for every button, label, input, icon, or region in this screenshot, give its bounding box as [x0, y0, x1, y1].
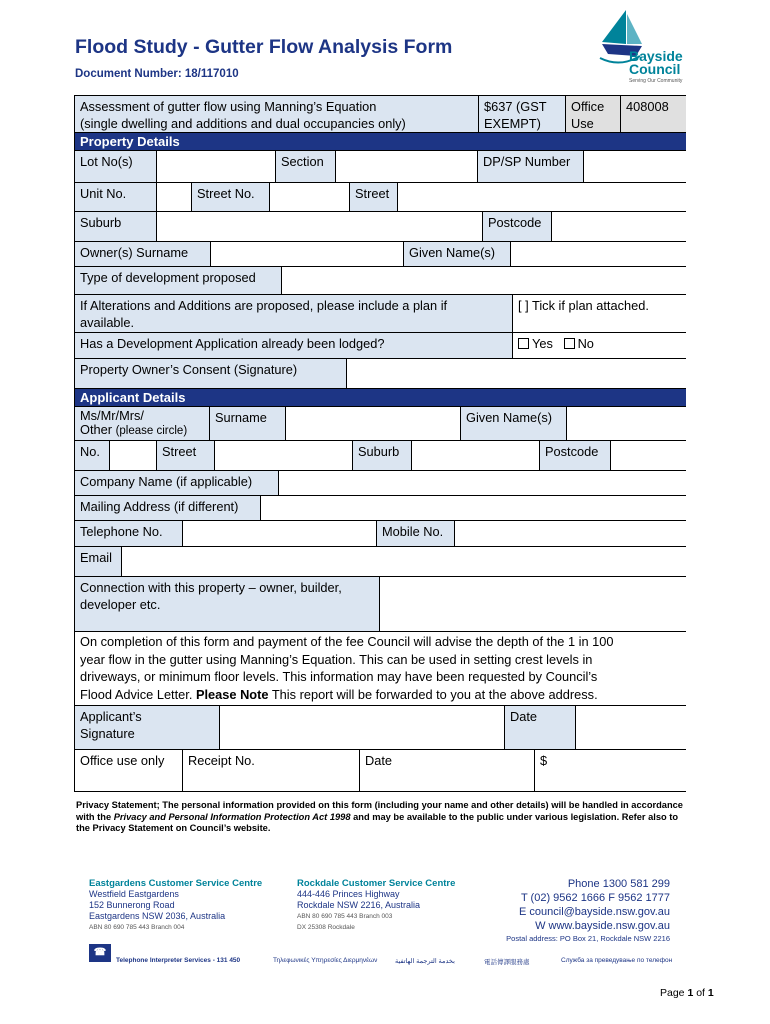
- application-form: [74, 95, 686, 792]
- office-use-label: [566, 96, 621, 133]
- eastgardens-centre: [89, 878, 289, 933]
- section-label: Section: [276, 151, 336, 183]
- mobile-label: Mobile No.: [377, 521, 455, 547]
- rockdale-line-1: 444-446 Princes Highway: [297, 889, 400, 899]
- street-no-input[interactable]: [270, 183, 350, 212]
- please-note: Please Note: [195, 686, 269, 702]
- completion-notice: [75, 632, 686, 706]
- signature-line-1: Applicant’s: [80, 709, 142, 724]
- rockdale-title: Rockdale Customer Service Centre: [297, 878, 456, 889]
- contact-details: [460, 877, 670, 933]
- alterations-note: [75, 295, 513, 333]
- applicant-surname-input[interactable]: [286, 407, 461, 441]
- interpreter-chinese: 電話傳譯服務處: [484, 959, 530, 966]
- street-no-label: Street No.: [192, 183, 270, 212]
- rockdale-abn: ABN 80 690 785 443 Branch 003: [297, 913, 393, 920]
- email-label: Email: [75, 547, 122, 577]
- suburb-input[interactable]: [157, 212, 483, 242]
- logo-tagline: Serving Our Community: [629, 78, 683, 84]
- mailing-address-label: Mailing Address (if different): [75, 496, 261, 521]
- applicant-given-names-input[interactable]: [567, 407, 686, 441]
- completion-line-4: [80, 686, 681, 704]
- title-line-1: Ms/Mr/Mrs/: [80, 408, 144, 423]
- applicant-postcode-input[interactable]: [611, 441, 686, 471]
- postcode-input[interactable]: [552, 212, 686, 242]
- interpreter-macedonian: Служба за преведување по телефон: [561, 957, 673, 964]
- owner-given-names-input[interactable]: [511, 242, 686, 267]
- eastgardens-line-1: Westfield Eastgardens: [89, 889, 179, 899]
- unit-input[interactable]: [157, 183, 192, 212]
- privacy-act-name: Privacy and Personal Information Protection Act 1998: [113, 811, 351, 822]
- applicant-given-names-label: Given Name(s): [461, 407, 567, 441]
- owner-consent-signature[interactable]: [347, 359, 686, 389]
- no-checkbox[interactable]: [564, 338, 575, 349]
- company-input[interactable]: [279, 471, 686, 496]
- owner-consent-label: Property Owner’s Consent (Signature): [75, 359, 347, 389]
- owner-surname-label: Owner(s) Surname: [75, 242, 211, 267]
- yes-label: Yes: [532, 336, 553, 351]
- logo-text-council: Council: [629, 61, 681, 77]
- interpreter-greek: Τηλεφωνικές Υπηρεσίες Διερμηνέων: [273, 957, 378, 964]
- phone-number: Phone 1300 581 299: [567, 878, 670, 890]
- applicant-signature-input[interactable]: [220, 706, 505, 750]
- da-lodged-label: Has a Development Application already been lodged?: [75, 333, 513, 359]
- applicant-postcode-label: Postcode: [540, 441, 611, 471]
- applicant-street-label: Street: [157, 441, 215, 471]
- interpreter-services: Telephone Interpreter Services - 131 450: [116, 957, 241, 964]
- completion-line-3: driveways, or minimum floor levels. This information may have been requested by Council’s: [80, 669, 598, 684]
- signature-line-2: Signature: [80, 726, 135, 741]
- dpsp-label: DP/SP Number: [478, 151, 584, 183]
- section-input[interactable]: [336, 151, 478, 183]
- page-title: Flood Study - Gutter Flow Analysis Form: [75, 36, 453, 58]
- mobile-input[interactable]: [455, 521, 686, 547]
- logo-text-bayside: Bayside: [629, 48, 683, 64]
- document-number: Document Number: 18/117010: [75, 68, 239, 80]
- page-total: 1: [707, 987, 714, 999]
- page-of: of: [693, 987, 708, 999]
- office-code: 408008: [621, 96, 686, 133]
- fee-line-1: $637 (GST: [484, 99, 547, 114]
- street-label: Street: [350, 183, 398, 212]
- page-number: [660, 987, 714, 999]
- office-use-only-label: Office use only: [75, 750, 183, 791]
- privacy-statement: [76, 800, 688, 835]
- da-lodged-options: [513, 333, 686, 359]
- rockdale-line-2: Rockdale NSW 2216, Australia: [297, 900, 421, 910]
- connection-line-1: Connection with this property – owner, builder,: [80, 580, 342, 595]
- office-line-1: Office: [571, 99, 605, 114]
- form-intro: [75, 96, 479, 133]
- dev-type-label: Type of development proposed: [75, 267, 282, 295]
- owner-surname-input[interactable]: [211, 242, 404, 267]
- lot-input[interactable]: [157, 151, 276, 183]
- applicant-street-input[interactable]: [215, 441, 353, 471]
- completion-line-4c: This report will be forwarded to you at the above address.: [268, 686, 598, 702]
- title-label: [75, 407, 210, 441]
- unit-label: Unit No.: [75, 183, 157, 212]
- applicant-surname-label: Surname: [210, 407, 286, 441]
- completion-line-1: On completion of this form and payment of the fee Council will advise the depth of the 1 in 100: [80, 634, 614, 649]
- privacy-part-2: and may be available to the public under various legislation. Refer also to the Privacy Statement on Council’s website.: [76, 811, 679, 833]
- mailing-address-input[interactable]: [261, 496, 686, 521]
- title-other: Other: [80, 422, 113, 437]
- page-label: Page: [660, 987, 688, 999]
- lot-label: Lot No(s): [75, 151, 157, 183]
- intro-line-1: Assessment of gutter flow using Manning’s Equation: [80, 99, 377, 114]
- office-date-field[interactable]: Date: [360, 750, 535, 791]
- eastgardens-abn: ABN 80 690 785 443 Branch 004: [89, 924, 185, 931]
- council-email[interactable]: E council@bayside.nsw.gov.au: [519, 906, 670, 918]
- interpreter-arabic: بخدمة الترجمة الهاتفية: [395, 958, 455, 965]
- dev-type-input[interactable]: [282, 267, 686, 295]
- alterations-line-2: available.: [80, 315, 135, 330]
- telephone-input[interactable]: [183, 521, 377, 547]
- suburb-label: Suburb: [75, 212, 157, 242]
- telephone-label: Telephone No.: [75, 521, 183, 547]
- applicant-suburb-label: Suburb: [353, 441, 412, 471]
- connection-input[interactable]: [380, 577, 686, 632]
- applicant-suburb-input[interactable]: [412, 441, 540, 471]
- rockdale-dx: DX 25308 Rockdale: [297, 924, 355, 931]
- council-website[interactable]: W www.bayside.nsw.gov.au: [535, 920, 670, 932]
- applicant-no-input[interactable]: [110, 441, 157, 471]
- applicant-details-header: Applicant Details: [75, 389, 686, 407]
- fee-amount: [479, 96, 566, 133]
- title-circle-hint: (please circle): [115, 425, 188, 437]
- completion-line-4a: Flood Advice Letter.: [80, 686, 196, 702]
- eastgardens-title: Eastgardens Customer Service Centre: [89, 878, 263, 889]
- page-current: 1: [687, 987, 694, 999]
- yes-checkbox[interactable]: [518, 338, 529, 349]
- connection-line-2: developer etc.: [80, 597, 161, 612]
- tel-fax: T (02) 9562 1666 F 9562 1777: [520, 892, 670, 904]
- dpsp-input[interactable]: [584, 151, 686, 183]
- no-label: No: [577, 336, 594, 351]
- privacy-part-1: Privacy Statement; The personal information provided on this form (including your name and other details) will be handled in accordance with the: [76, 800, 683, 822]
- fee-line-2: EXEMPT): [484, 116, 541, 131]
- receipt-no-field[interactable]: Receipt No.: [183, 750, 360, 791]
- applicant-no-label: No.: [75, 441, 110, 471]
- signature-date-input[interactable]: [576, 706, 686, 750]
- alterations-line-1: If Alterations and Additions are proposed, please include a plan if: [80, 298, 448, 313]
- interpreter-icon: ☎: [89, 944, 111, 962]
- postcode-label: Postcode: [483, 212, 552, 242]
- office-line-2: Use: [571, 116, 594, 131]
- completion-line-2: year flow in the gutter using Manning’s Equation. This can be used in setting crest levels in: [80, 651, 593, 667]
- eastgardens-line-3: Eastgardens NSW 2036, Australia: [89, 911, 226, 921]
- signature-date-label: Date: [505, 706, 576, 750]
- street-input[interactable]: [398, 183, 686, 212]
- title-line-2: [80, 423, 204, 438]
- connection-label: [75, 577, 380, 632]
- applicant-signature-label: [75, 706, 220, 750]
- postal-address: Postal address: PO Box 21, Rockdale NSW 2216: [506, 934, 670, 943]
- company-label: Company Name (if applicable): [75, 471, 279, 496]
- owner-given-names-label: Given Name(s): [404, 242, 511, 267]
- email-input[interactable]: [122, 547, 686, 577]
- office-amount-field[interactable]: $: [535, 750, 686, 791]
- plan-attached-checkbox[interactable]: [ ] Tick if plan attached.: [513, 295, 686, 333]
- eastgardens-line-2: 152 Bunnerong Road: [89, 900, 175, 910]
- intro-line-2: (single dwelling and additions and dual occupancies only): [80, 116, 406, 131]
- property-details-header: Property Details: [75, 133, 686, 151]
